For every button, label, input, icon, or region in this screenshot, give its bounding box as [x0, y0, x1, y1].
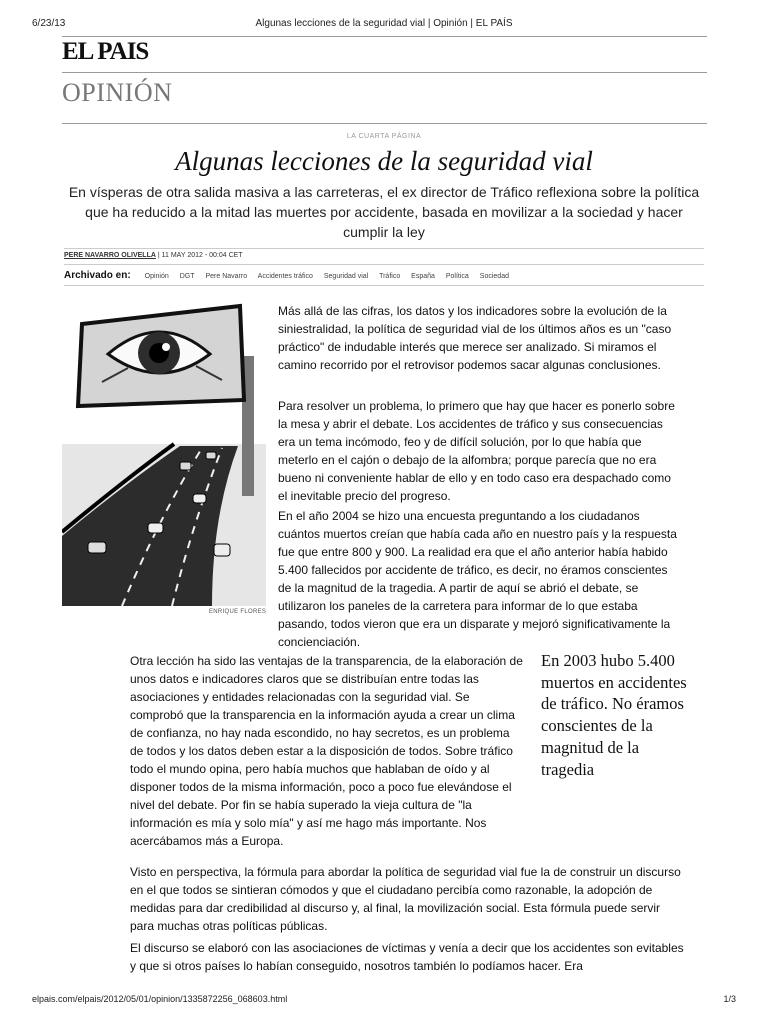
divider: [62, 72, 707, 73]
article-headline: Algunas lecciones de la seguridad vial: [175, 146, 593, 176]
divider: [64, 285, 704, 286]
print-title: Algunas lecciones de la seguridad vial | Opinión | EL PAÍS: [255, 18, 513, 29]
divider: [62, 123, 707, 124]
byline: [64, 252, 704, 259]
paragraph: Más allá de las cifras, los datos y los indicadores sobre la evolución de la siniestralidad, la política de seguridad vial de los últimos años es un "caso práctico" de indudable interés que merece ser analizado. Si miramos el camino recorrido por el retrovisor podemos sacar algunas conclusiones.: [278, 304, 672, 372]
image-credit: ENRIQUE FLORES: [209, 609, 267, 615]
paragraph: Otra lección ha sido las ventajas de la transparencia, de la elaboración de unos datos e indicadores claros que se distribuían entre todas las asociaciones y entidades relacionadas con la seguridad vial. Se comprobó que la transparencia en la información ayuda a crear un clima de confianza, no hay nada escondido, no hay secretos, es un problema de todos y los datos deben estar a la disposición de todos. Sobre tráfico todo el mundo opina, pero había muchos que hablaban de oído y al disponer todos de la misma información, poco a poco fue elevándose el nivel del debate. Por fin se había superado la vieja cultura de "la información es mía y solo mía" y así me hago más importante. Nos acercábamos más a Europa.: [130, 654, 523, 848]
article-standfirst: En vísperas de otra salida masiva a las carreteras, el ex director de Tráfico reflexiona sobre la política que ha reducido a la mitad las muertes por accidente, basada en movilizar a la sociedad y hacer cumplir la ley: [68, 184, 700, 240]
divider: [62, 36, 707, 37]
section-title[interactable]: OPINIÓN: [62, 78, 173, 107]
article-illustration: [62, 296, 266, 606]
page-number: 1/3: [723, 994, 736, 1004]
archived-label: Archivado en:: [64, 270, 131, 281]
author-link[interactable]: PERE NAVARRO OLIVELLA: [64, 252, 156, 259]
tag-link[interactable]: Sociedad: [479, 273, 509, 280]
archived-in-bar: [64, 270, 704, 281]
tag-link[interactable]: Opinión: [144, 273, 169, 280]
tag-link[interactable]: Accidentes tráfico: [257, 273, 313, 280]
el-pais-logo[interactable]: EL PAIS: [62, 38, 149, 65]
print-header: [32, 18, 736, 32]
paragraph: Visto en perspectiva, la fórmula para abordar la política de seguridad vial fue la de construir un discurso en el que todos se sintieran cómodos y que el ciudadano percibía como razonable, la adopción de medidas para dar credibilidad al discurso y, al final, la movilización social. Esta fórmula puede servir para muchas otras políticas públicas.: [130, 865, 681, 933]
tag-link[interactable]: Seguridad vial: [323, 273, 369, 280]
tag-link[interactable]: Tráfico: [379, 273, 401, 280]
article-kicker: LA CUARTA PÁGINA: [346, 133, 422, 140]
publish-date: 11 MAY 2012 - 00:04 CET: [161, 252, 243, 259]
tag-link[interactable]: DGT: [179, 273, 195, 280]
paragraph: En el año 2004 se hizo una encuesta preguntando a los ciudadanos cuántos muertos creían que había cada año en nuestro país y la respuesta fue que entre 800 y 900. La realidad era que el año anterior había habido 5.400 fallecidos por accidente de tráfico, es decir, no éramos conscientes de la magnitud de la tragedia. A partir de aquí se abrió el debate, se utilizaron los paneles de la carretera para informar de lo que estaba pasando, todos vieron que era un disparate y mejoró significativamente la concienciación.: [278, 509, 677, 649]
page-url: elpais.com/elpais/2012/05/01/opinion/1335872256_068603.html: [32, 994, 288, 1004]
pull-quote: En 2003 hubo 5.400 muertos en accidentes de tráfico. No éramos conscientes de la magnitud de la tragedia: [541, 651, 687, 779]
tag-link[interactable]: España: [411, 273, 435, 280]
divider: [64, 248, 704, 249]
tag-link[interactable]: Política: [445, 273, 469, 280]
byline-separator: |: [157, 252, 162, 259]
print-footer: [32, 994, 736, 1004]
paragraph: El discurso se elaboró con las asociaciones de víctimas y venía a decir que los accidentes son evitables y que si otros países lo habían conseguido, nosotros también lo podíamos hacer. Era: [130, 941, 684, 973]
divider: [64, 264, 704, 265]
tag-link[interactable]: Pere Navarro: [205, 273, 248, 280]
print-date: 6/23/13: [32, 18, 66, 29]
paragraph: Para resolver un problema, lo primero que hay que hacer es ponerlo sobre la mesa y abrir el debate. Los accidentes de tráfico y sus consecuencias era un tema incómodo, feo y de difícil solución, por lo que había que meterlo en el cajón o debajo de la alfombra; porque parecía que no era bueno ni conveniente hablar de ello y en todo caso era despachado como el inevitable precio del progreso.: [278, 399, 675, 503]
